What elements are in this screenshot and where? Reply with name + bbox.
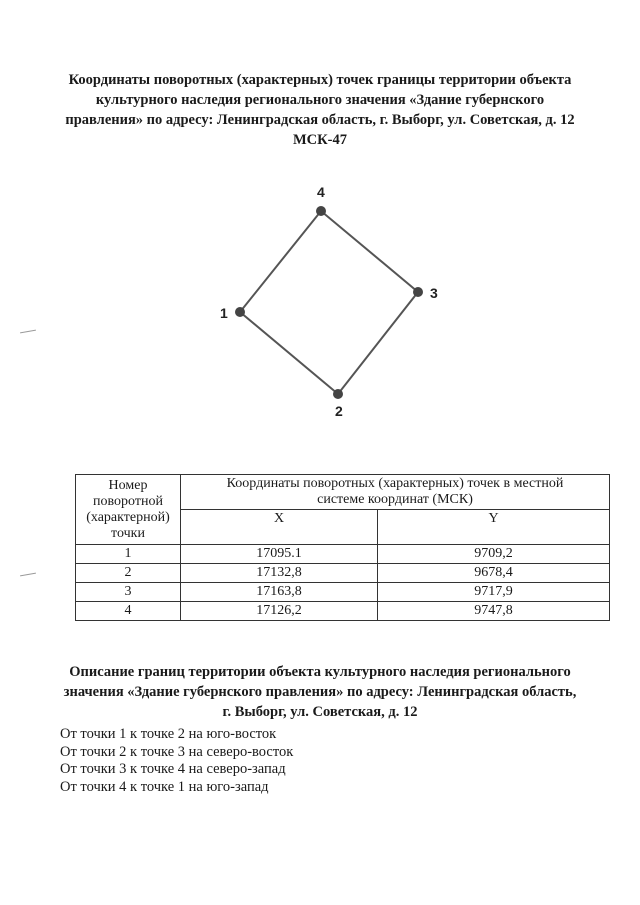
table-row (76, 564, 610, 583)
header-text-line: Координаты поворотных (характерных) точек в местной (226, 476, 564, 491)
cell-x: 17126,2 (181, 602, 378, 621)
header-coordinates (181, 475, 610, 510)
header-text-line: (характерной) (86, 509, 170, 525)
description-title-line-2: значения «Здание губернского правления» по адресу: Ленинградская область, (63, 684, 577, 700)
description-list (60, 726, 293, 796)
point-label-1: 1 (220, 305, 228, 321)
description-line: От точки 4 к точке 1 на юго-запад (60, 778, 269, 795)
header-point-number (76, 475, 181, 545)
cell-y: 9717,9 (378, 583, 610, 602)
cell-y: 9678,4 (378, 564, 610, 583)
point-label-2: 2 (335, 403, 343, 419)
cell-x: 17095.1 (181, 545, 378, 564)
header-text-line: системе координат (МСК) (317, 492, 473, 507)
title-line-4: МСК-47 (293, 132, 347, 148)
cell-point-number: 2 (76, 564, 181, 583)
description-line: От точки 2 к точке 3 на северо-восток (60, 743, 294, 760)
description-line: От точки 3 к точке 4 на северо-запад (60, 761, 286, 777)
description-title (40, 662, 600, 722)
point-marker-1 (235, 307, 245, 317)
point-marker-3 (413, 287, 423, 297)
table-row (76, 583, 610, 602)
title-line-2: культурного наследия регионального значения «Здание губернского (95, 92, 545, 108)
table-row (76, 602, 610, 621)
cell-y: 9747,8 (378, 602, 610, 621)
header-text-line: поворотной (93, 493, 163, 509)
table-header-row (76, 475, 610, 510)
scan-artifact (20, 330, 36, 334)
point-marker-4 (316, 206, 326, 216)
description-line: От точки 1 к точке 2 на юго-восток (60, 726, 277, 742)
cell-point-number: 1 (76, 545, 181, 564)
header-y: Y (378, 510, 610, 545)
boundary-diagram (200, 180, 460, 425)
cell-x: 17163,8 (181, 583, 378, 602)
coordinates-table (75, 474, 610, 621)
point-label-3: 3 (430, 285, 438, 301)
header-text-line: Номер (108, 477, 148, 493)
scan-artifact (20, 573, 36, 577)
description-title-line-1: Описание границ территории объекта культурного наследия регионального (69, 664, 571, 680)
document-title (40, 70, 600, 150)
point-label-4: 4 (317, 184, 325, 200)
cell-y: 9709,2 (378, 545, 610, 564)
title-line-1: Координаты поворотных (характерных) точек границы территории объекта (68, 72, 572, 88)
cell-x: 17132,8 (181, 564, 378, 583)
point-marker-2 (333, 389, 343, 399)
cell-point-number: 4 (76, 602, 181, 621)
cell-point-number: 3 (76, 583, 181, 602)
header-x: X (181, 510, 378, 545)
title-line-3: правления» по адресу: Ленинградская область, г. Выборг, ул. Советская, д. 12 (65, 112, 575, 128)
description-title-line-3: г. Выборг, ул. Советская, д. 12 (222, 704, 418, 720)
table-row (76, 545, 610, 564)
boundary-polygon (240, 211, 418, 394)
header-text-line: точки (111, 525, 145, 541)
